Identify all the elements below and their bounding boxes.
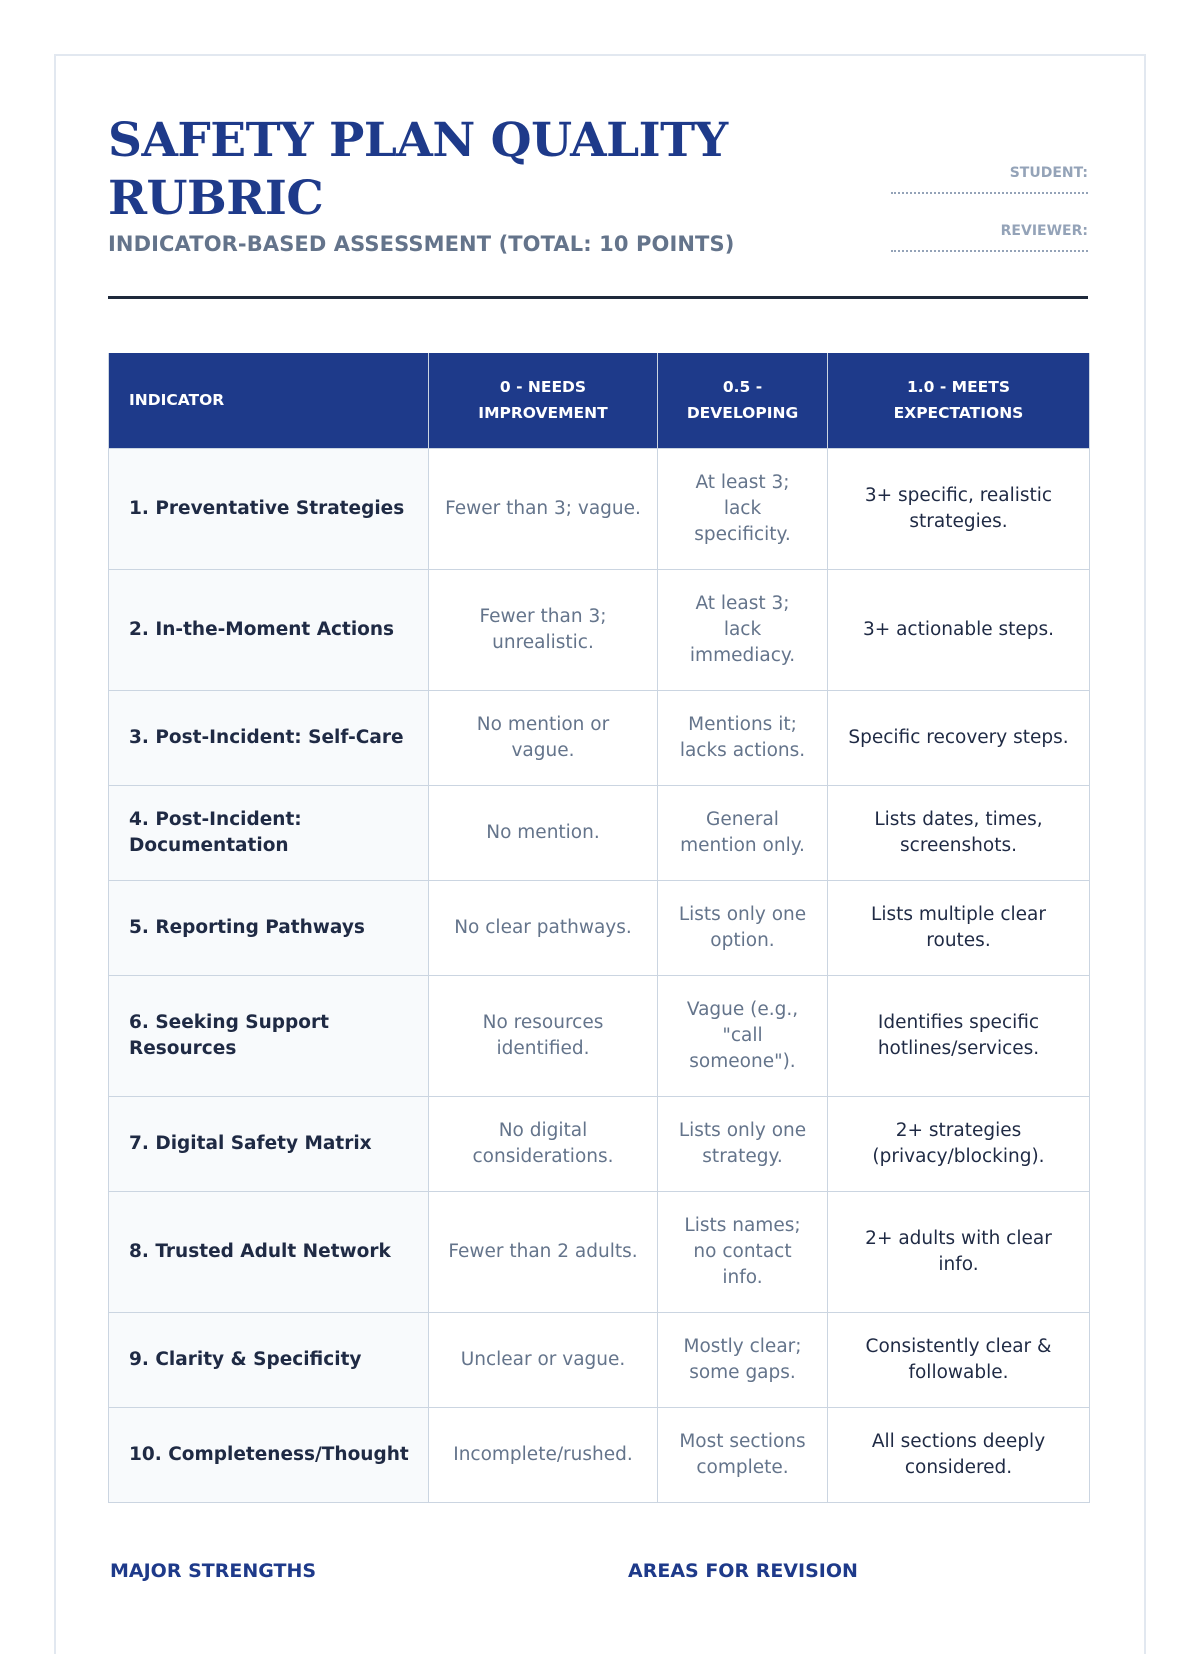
meets-expectations-cell: Identifies specific hotlines/services. <box>828 975 1090 1096</box>
developing-cell: Mentions it; lacks actions. <box>658 690 828 785</box>
column-header-indicator: INDICATOR <box>109 353 429 448</box>
needs-improvement-cell: Fewer than 2 adults. <box>429 1191 658 1312</box>
column-header-meets-expectations: 1.0 - MEETS EXPECTATIONS <box>828 353 1090 448</box>
developing-cell: Most sections complete. <box>658 1407 828 1502</box>
meets-expectations-cell: 3+ specific, realistic strategies. <box>828 448 1090 569</box>
needs-improvement-cell: No clear pathways. <box>429 880 658 975</box>
indicator-cell: 8. Trusted Adult Network <box>109 1191 429 1312</box>
meets-expectations-cell: Lists dates, times, screenshots. <box>828 785 1090 880</box>
areas-for-revision-heading: AREAS FOR REVISION <box>628 1560 858 1582</box>
meets-expectations-cell: 2+ adults with clear info. <box>828 1191 1090 1312</box>
needs-improvement-cell: No mention or vague. <box>429 690 658 785</box>
developing-cell: Lists only one option. <box>658 880 828 975</box>
rubric-table <box>108 353 1090 1503</box>
needs-improvement-cell: Unclear or vague. <box>429 1312 658 1407</box>
indicator-cell: 9. Clarity & Specificity <box>109 1312 429 1407</box>
needs-improvement-cell: No mention. <box>429 785 658 880</box>
needs-improvement-cell: Incomplete/rushed. <box>429 1407 658 1502</box>
needs-improvement-cell: Fewer than 3; vague. <box>429 448 658 569</box>
header <box>108 112 1088 294</box>
meets-expectations-cell: All sections deeply considered. <box>828 1407 1090 1502</box>
indicator-cell: 5. Reporting Pathways <box>109 880 429 975</box>
needs-improvement-cell: No resources identified. <box>429 975 658 1096</box>
table-row <box>109 1312 1090 1407</box>
indicator-cell: 6. Seeking Support Resources <box>109 975 429 1096</box>
developing-cell: Lists only one strategy. <box>658 1096 828 1191</box>
table-row <box>109 448 1090 569</box>
needs-improvement-cell: Fewer than 3; unrealistic. <box>429 569 658 690</box>
developing-cell: At least 3; lack immediacy. <box>658 569 828 690</box>
indicator-cell: 3. Post-Incident: Self-Care <box>109 690 429 785</box>
header-divider <box>108 296 1088 299</box>
page-subtitle: INDICATOR-BASED ASSESSMENT (TOTAL: 10 POINTS) <box>108 232 735 256</box>
table-row <box>109 569 1090 690</box>
reviewer-label: REVIEWER: <box>1000 223 1088 239</box>
indicator-cell: 10. Completeness/Thought <box>109 1407 429 1502</box>
reviewer-line[interactable] <box>891 250 1088 252</box>
table-row <box>109 880 1090 975</box>
indicator-cell: 4. Post-Incident: Documentation <box>109 785 429 880</box>
developing-cell: Vague (e.g., "call someone"). <box>658 975 828 1096</box>
indicator-cell: 1. Preventative Strategies <box>109 448 429 569</box>
meets-expectations-cell: Consistently clear & followable. <box>828 1312 1090 1407</box>
meets-expectations-cell: Specific recovery steps. <box>828 690 1090 785</box>
meets-expectations-cell: 3+ actionable steps. <box>828 569 1090 690</box>
developing-cell: At least 3; lack specificity. <box>658 448 828 569</box>
table-row <box>109 975 1090 1096</box>
table-row <box>109 1096 1090 1191</box>
column-header-needs-improvement: 0 - NEEDS IMPROVEMENT <box>429 353 658 448</box>
major-strengths-heading: MAJOR STRENGTHS <box>110 1560 317 1582</box>
developing-cell: General mention only. <box>658 785 828 880</box>
needs-improvement-cell: No digital considerations. <box>429 1096 658 1191</box>
reviewer-field <box>888 220 1088 278</box>
indicator-cell: 7. Digital Safety Matrix <box>109 1096 429 1191</box>
column-header-developing: 0.5 - DEVELOPING <box>658 353 828 448</box>
meets-expectations-cell: Lists multiple clear routes. <box>828 880 1090 975</box>
table-row <box>109 785 1090 880</box>
table-row <box>109 690 1090 785</box>
student-line[interactable] <box>891 192 1088 194</box>
page-title: SAFETY PLAN QUALITY RUBRIC <box>108 113 728 226</box>
table-row <box>109 1407 1090 1502</box>
indicator-cell: 2. In-the-Moment Actions <box>109 569 429 690</box>
student-label: STUDENT: <box>1009 165 1088 181</box>
student-field <box>888 162 1088 220</box>
table-header-row <box>109 353 1090 448</box>
table-row <box>109 1191 1090 1312</box>
meets-expectations-cell: 2+ strategies (privacy/blocking). <box>828 1096 1090 1191</box>
meta-fields <box>888 162 1088 278</box>
developing-cell: Lists names; no contact info. <box>658 1191 828 1312</box>
developing-cell: Mostly clear; some gaps. <box>658 1312 828 1407</box>
